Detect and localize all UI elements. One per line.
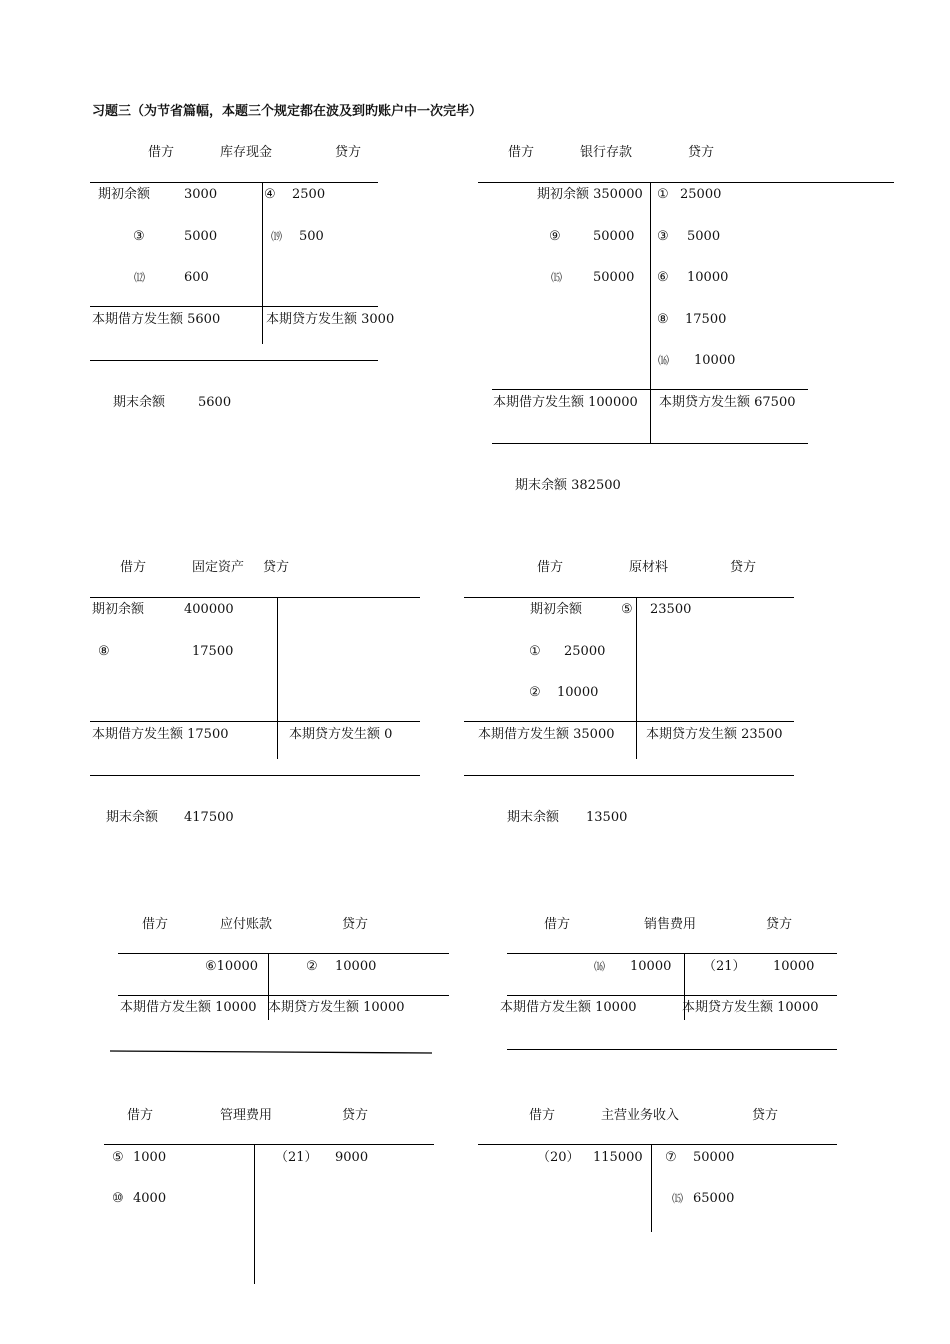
opening-label: 期初余额 <box>530 602 583 617</box>
credit-amount: 10000 <box>335 959 377 974</box>
debit-header: 借方 <box>127 1108 154 1123</box>
account-name: 应付账款 <box>220 917 273 932</box>
exercise-title: 习题三（为节省篇幅，本题三个规定都在波及到旳账户中一次完毕） <box>92 104 483 119</box>
debit-header: 借方 <box>529 1108 556 1123</box>
credit-amount: 25000 <box>680 187 722 202</box>
debit-header: 借方 <box>544 917 571 932</box>
debit-amount: 25000 <box>564 644 606 659</box>
account-name: 销售费用 <box>644 917 697 932</box>
total-debit: 本期借方发生额 35000 <box>478 727 615 742</box>
account-name: 固定资产 <box>192 560 245 575</box>
account-name: 原材料 <box>629 560 669 575</box>
credit-amount: 10000 <box>694 353 736 368</box>
credit-header: 贷方 <box>342 1108 369 1123</box>
credit-amount: 65000 <box>693 1191 735 1206</box>
credit-ref: （21） <box>275 1150 318 1165</box>
opening-balance: 期初余额 350000 <box>537 187 643 202</box>
total-debit: 本期借方发生额 17500 <box>92 727 229 742</box>
debit-amount: 50000 <box>593 270 635 285</box>
total-credit: 本期贷方发生额 10000 <box>268 1000 405 1015</box>
credit-header: 贷方 <box>752 1108 779 1123</box>
debit-amount: 10000 <box>630 959 672 974</box>
debit-ref: ⑩ <box>112 1191 124 1206</box>
debit-ref: ⒃ <box>594 960 605 973</box>
opening-value: 400000 <box>184 602 234 617</box>
closing-value: 417500 <box>184 810 234 825</box>
closing-label: 期末余额 <box>507 810 560 825</box>
credit-amount: 17500 <box>685 312 727 327</box>
debit-amount: 600 <box>184 270 209 285</box>
credit-header: 贷方 <box>688 145 715 160</box>
credit-header: 贷方 <box>342 917 369 932</box>
total-credit: 本期贷方发生额 23500 <box>646 727 783 742</box>
center-rule <box>651 1144 652 1232</box>
closing-label: 期末余额 <box>113 395 166 410</box>
debit-header: 借方 <box>120 560 147 575</box>
credit-amount: 9000 <box>335 1150 369 1165</box>
debit-header: 借方 <box>537 560 564 575</box>
debit-ref: ⑧ <box>98 644 110 659</box>
credit-ref: ③ <box>657 229 669 244</box>
debit-ref: ① <box>529 644 541 659</box>
opening-label: 期初余额 <box>92 602 145 617</box>
credit-ref: ② <box>306 959 318 974</box>
debit-ref: ⒂ <box>551 271 562 284</box>
debit-amount: 50000 <box>593 229 635 244</box>
credit-ref: ① <box>657 187 669 202</box>
credit-ref: ⑥ <box>657 270 669 285</box>
credit-amount: 5000 <box>687 229 721 244</box>
total-credit: 本期贷方发生额 10000 <box>682 1000 819 1015</box>
credit-header: 贷方 <box>263 560 290 575</box>
total-debit: 本期借方发生额 5600 <box>92 312 221 327</box>
credit-ref: ④ <box>264 187 276 202</box>
account-name: 管理费用 <box>220 1108 273 1123</box>
total-debit: 本期借方发生额 10000 <box>120 1000 257 1015</box>
debit-amount: 115000 <box>593 1150 643 1165</box>
credit-ref: ⒂ <box>672 1192 683 1205</box>
debit-ref: ③ <box>133 229 145 244</box>
closing-value: 5600 <box>198 395 232 410</box>
debit-ref: ⑤ <box>112 1150 124 1165</box>
debit-ref: （20） <box>537 1150 580 1165</box>
debit-amount: 17500 <box>192 644 234 659</box>
debit-amount: 10000 <box>557 685 599 700</box>
debit-amount: 5000 <box>184 229 218 244</box>
credit-header: 贷方 <box>335 145 362 160</box>
account-name: 主营业务收入 <box>601 1108 680 1123</box>
top-rule <box>478 1144 837 1145</box>
account-name: 银行存款 <box>580 145 633 160</box>
closing-value: 13500 <box>586 810 628 825</box>
credit-amount: 2500 <box>292 187 326 202</box>
credit-ref: ⒃ <box>658 354 669 367</box>
debit-ref: ⑨ <box>549 229 561 244</box>
debit-ref: ⑿ <box>134 271 145 284</box>
credit-header: 贷方 <box>730 560 757 575</box>
debit-entry: ⑥10000 <box>205 959 259 974</box>
total-credit: 本期贷方发生额 0 <box>289 727 393 742</box>
credit-ref: （21） <box>703 959 746 974</box>
debit-header: 借方 <box>142 917 169 932</box>
credit-amount: 10000 <box>687 270 729 285</box>
credit-ref: ⑤ <box>621 602 633 617</box>
total-debit: 本期借方发生额 10000 <box>500 1000 637 1015</box>
debit-amount: 4000 <box>133 1191 167 1206</box>
credit-ref: ⑦ <box>665 1150 677 1165</box>
debit-amount: 1000 <box>133 1150 167 1165</box>
opening-value: 3000 <box>184 187 218 202</box>
credit-header: 贷方 <box>766 917 793 932</box>
total-credit: 本期贷方发生额 3000 <box>266 312 395 327</box>
closing-label: 期末余额 <box>106 810 159 825</box>
total-credit: 本期贷方发生额 67500 <box>659 395 796 410</box>
debit-ref: ② <box>529 685 541 700</box>
credit-ref: ⒆ <box>271 230 282 243</box>
debit-header: 借方 <box>508 145 535 160</box>
debit-header: 借方 <box>148 145 175 160</box>
credit-amount: 10000 <box>773 959 815 974</box>
closing-balance: 期末余额 382500 <box>515 478 621 493</box>
total-debit: 本期借方发生额 100000 <box>493 395 638 410</box>
opening-label: 期初余额 <box>98 187 151 202</box>
credit-amount: 23500 <box>650 602 692 617</box>
credit-ref: ⑧ <box>657 312 669 327</box>
credit-amount: 50000 <box>693 1150 735 1165</box>
account-name: 库存现金 <box>220 145 273 160</box>
credit-amount: 500 <box>299 229 324 244</box>
